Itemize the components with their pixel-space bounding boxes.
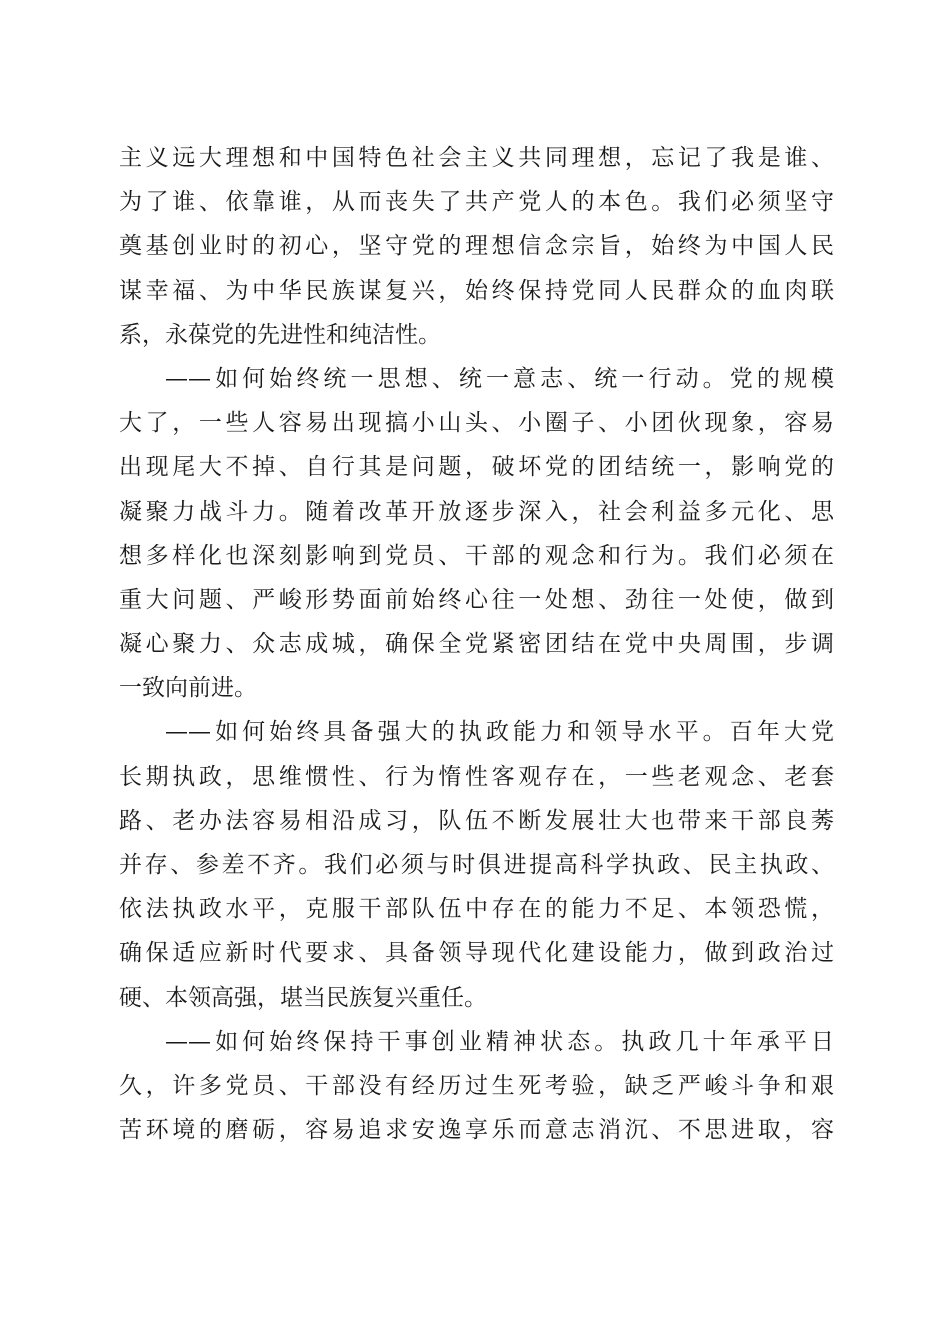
text-line: 路、老办法容易相沿成习，队伍不断发展壮大也带来干部良莠 xyxy=(119,807,834,834)
text-line: 系，永葆党的先进性和纯洁性。 xyxy=(119,321,441,348)
text-line: 为了谁、依靠谁，从而丧失了共产党人的本色。我们必须坚守 xyxy=(119,189,834,216)
text-line: 主义远大理想和中国特色社会主义共同理想，忘记了我是谁、 xyxy=(119,145,834,171)
paragraph-heading-line: ——如何始终具备强大的执政能力和领导水平。百年大党 xyxy=(165,719,834,746)
text-line: 想多样化也深刻影响到党员、干部的观念和行为。我们必须在 xyxy=(119,542,834,569)
text-line: 久，许多党员、干部没有经历过生死考验，缺乏严峻斗争和艰 xyxy=(119,1072,834,1099)
paragraph-heading-line: ——如何始终保持干事创业精神状态。执政几十年承平日 xyxy=(165,1028,834,1055)
text-line: 大了，一些人容易出现搞小山头、小圈子、小团伙现象，容易 xyxy=(119,410,834,437)
text-line: 奠基创业时的初心，坚守党的理想信念宗旨，始终为中国人民 xyxy=(119,233,834,260)
text-line: 一致向前进。 xyxy=(119,675,257,702)
text-line: 硬、本领高强，堪当民族复兴重任。 xyxy=(119,984,487,1011)
text-line: 谋幸福、为中华民族谋复兴，始终保持党同人民群众的血肉联 xyxy=(119,277,834,304)
paragraph-heading-line: ——如何始终统一思想、统一意志、统一行动。党的规模 xyxy=(165,365,834,392)
text-line: 凝聚力战斗力。随着改革开放逐步深入，社会利益多元化、思 xyxy=(119,498,834,525)
text-line: 确保适应新时代要求、具备领导现代化建设能力，做到政治过 xyxy=(119,940,834,967)
text-line: 出现尾大不掉、自行其是问题，破坏党的团结统一，影响党的 xyxy=(119,454,834,481)
text-line: 并存、参差不齐。我们必须与时俱进提高科学执政、民主执政、 xyxy=(119,852,834,878)
text-line: 长期执政，思维惯性、行为惰性客观存在，一些老观念、老套 xyxy=(119,763,834,790)
text-line: 重大问题、严峻形势面前始终心往一处想、劲往一处使，做到 xyxy=(119,586,834,613)
text-line: 依法执政水平，克服干部队伍中存在的能力不足、本领恐慌， xyxy=(119,896,834,923)
text-line: 凝心聚力、众志成城，确保全党紧密团结在党中央周围，步调 xyxy=(119,631,834,658)
text-line: 苦环境的磨砺，容易追求安逸享乐而意志消沉、不思进取，容 xyxy=(119,1117,834,1144)
body-text xyxy=(119,136,834,1152)
